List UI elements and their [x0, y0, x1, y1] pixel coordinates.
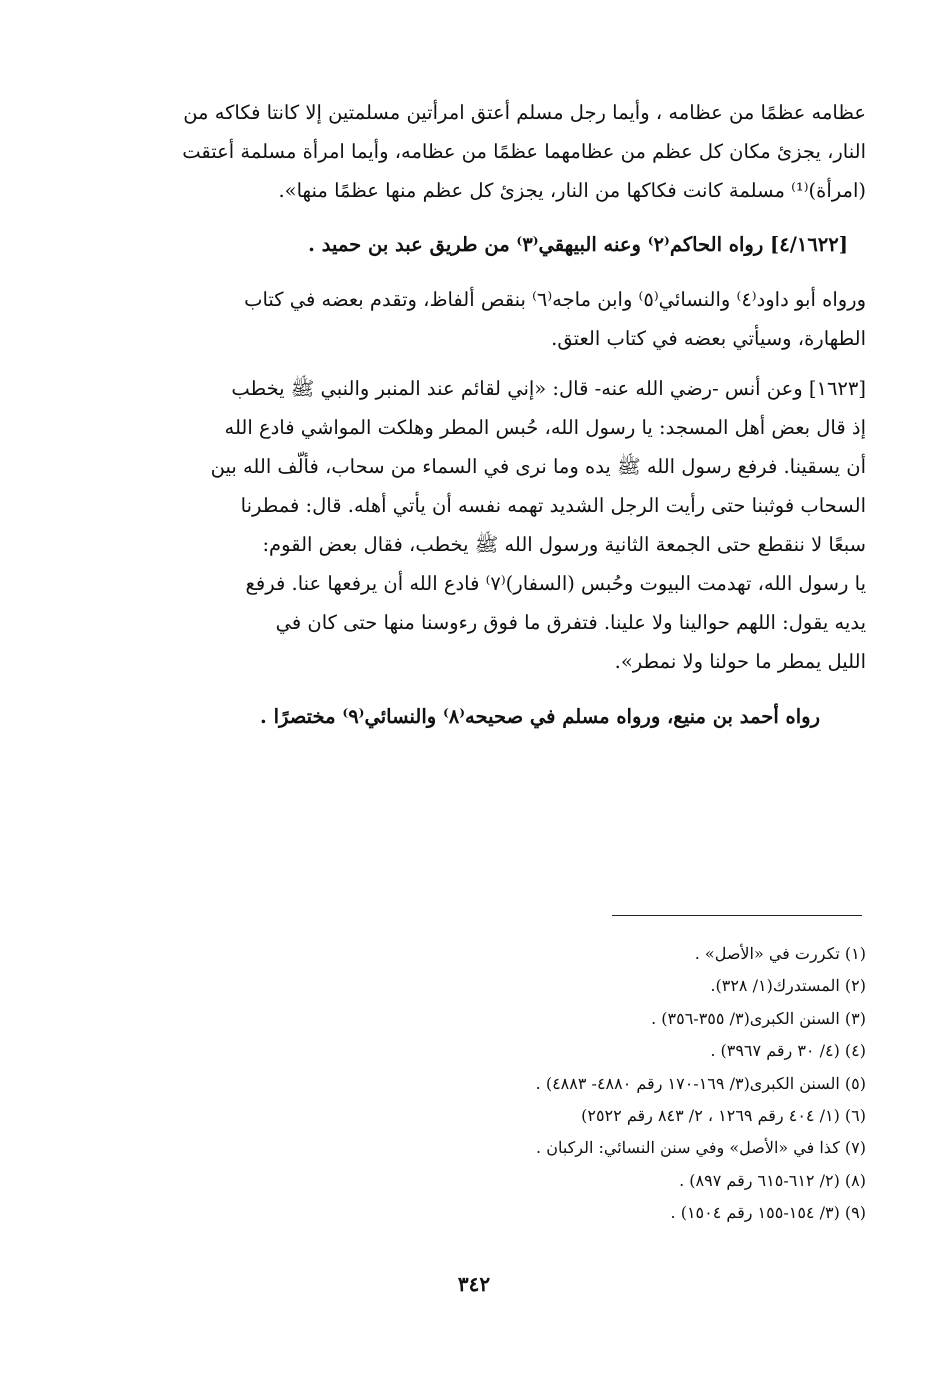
- footnotes-list: [346, 938, 866, 1230]
- footnote-item: (٨) (٢/ ٦١٢-٦١٥ رقم ٨٩٧) .: [679, 1170, 866, 1190]
- paragraph-hadith-continuation: [98, 93, 866, 210]
- text-line: إذ قال بعض أهل المسجد: يا رسول الله، حُبس المطر وهلكت المواشي فادع الله: [224, 416, 866, 439]
- paragraph-hadith-1623: [98, 369, 866, 681]
- footnote-item: (٥) السنن الكبرى(٣/ ١٦٩-١٧٠ رقم ٤٨٨٠- ٤٨٨٣) .: [535, 1073, 866, 1093]
- footnote-item: (٤) (٤/ ٣٠ رقم ٣٩٦٧) .: [710, 1041, 866, 1061]
- text-line: [٤/١٦٢٢] رواه الحاكم⁽٢⁾ وعنه البيهقي⁽٣⁾ من طريق عبد بن حميد .: [308, 233, 848, 256]
- footnote-divider: [612, 915, 862, 916]
- footnote-item: (٦) (١/ ٤٠٤ رقم ١٢٦٩ ، ٢/ ٨٤٣ رقم ٢٥٢٢): [581, 1105, 866, 1125]
- text-line: أن يسقينا. فرفع رسول الله ﷺ يده وما نرى في السماء من سحاب، فألّف الله بين: [210, 455, 866, 478]
- text-line: النار، يجزئ مكان كل عظم من عظامهما عظمًا من عظامه، وأيما امرأة مسلمة أعتقت: [182, 140, 866, 163]
- text-line: [١٦٢٣] وعن أنس -رضي الله عنه- قال: «إني لقائم عند المنبر والنبي ﷺ يخطب: [231, 377, 866, 400]
- footnote-item: (٢) المستدرك(١/ ٣٢٨).: [710, 976, 866, 996]
- narration-source-1622: [98, 225, 866, 264]
- text-line: الطهارة، وسيأتي بعضه في كتاب العتق.: [551, 327, 866, 350]
- text-line: سبعًا لا ننقطع حتى الجمعة الثانية ورسول الله ﷺ يخطب، فقال بعض القوم:: [262, 533, 866, 556]
- text-line: ورواه أبو داود⁽٤⁾ والنسائي⁽٥⁾ وابن ماجه⁽٦⁾ بنقص ألفاظ، وتقدم بعضه في كتاب: [244, 288, 866, 311]
- footnote-item: (٣) السنن الكبرى(٣/ ٣٥٥-٣٥٦) .: [651, 1008, 866, 1028]
- text-line: يديه يقول: اللهم حوالينا ولا علينا. فتفرق ما فوق رءوسنا منها حتى كان في: [275, 611, 866, 634]
- footnote-item: (٧) كذا في «الأصل» وفي سنن النسائي: الركبان .: [536, 1138, 866, 1158]
- text-line: (امرأة)⁽¹⁾ مسلمة كانت فكاكها من النار، يجزئ كل عظم منها عظمًا منها».: [278, 179, 866, 202]
- text-line: الليل يمطر ما حولنا ولا نمطر».: [614, 650, 866, 673]
- narration-source-1623: [98, 697, 866, 736]
- footnote-item: (١) تكررت في «الأصل» .: [694, 944, 866, 963]
- text-line: السحاب فوثبنا حتى رأيت الرجل الشديد تهمه نفسه أن يأتي أهله. قال: فمطرنا: [240, 494, 866, 517]
- paragraph-other-narrations: [98, 280, 866, 358]
- text-line: يا رسول الله، تهدمت البيوت وحُبس (السفار)⁽٧⁾ فادع الله أن يرفعها عنا. فرفع: [245, 572, 866, 595]
- footnote-item: (٩) (٣/ ١٥٤-١٥٥ رقم ١٥٠٤) .: [670, 1203, 866, 1223]
- text-line: رواه أحمد بن منيع، ورواه مسلم في صحيحه⁽٨⁾ والنسائي⁽٩⁾ مختصرًا .: [260, 705, 820, 728]
- text-line: عظامه عظمًا من عظامه ، وأيما رجل مسلم أعتق امرأتين مسلمتين إلا كانتا فكاكه من: [183, 101, 866, 124]
- page-number: ٣٤٢: [457, 1272, 491, 1296]
